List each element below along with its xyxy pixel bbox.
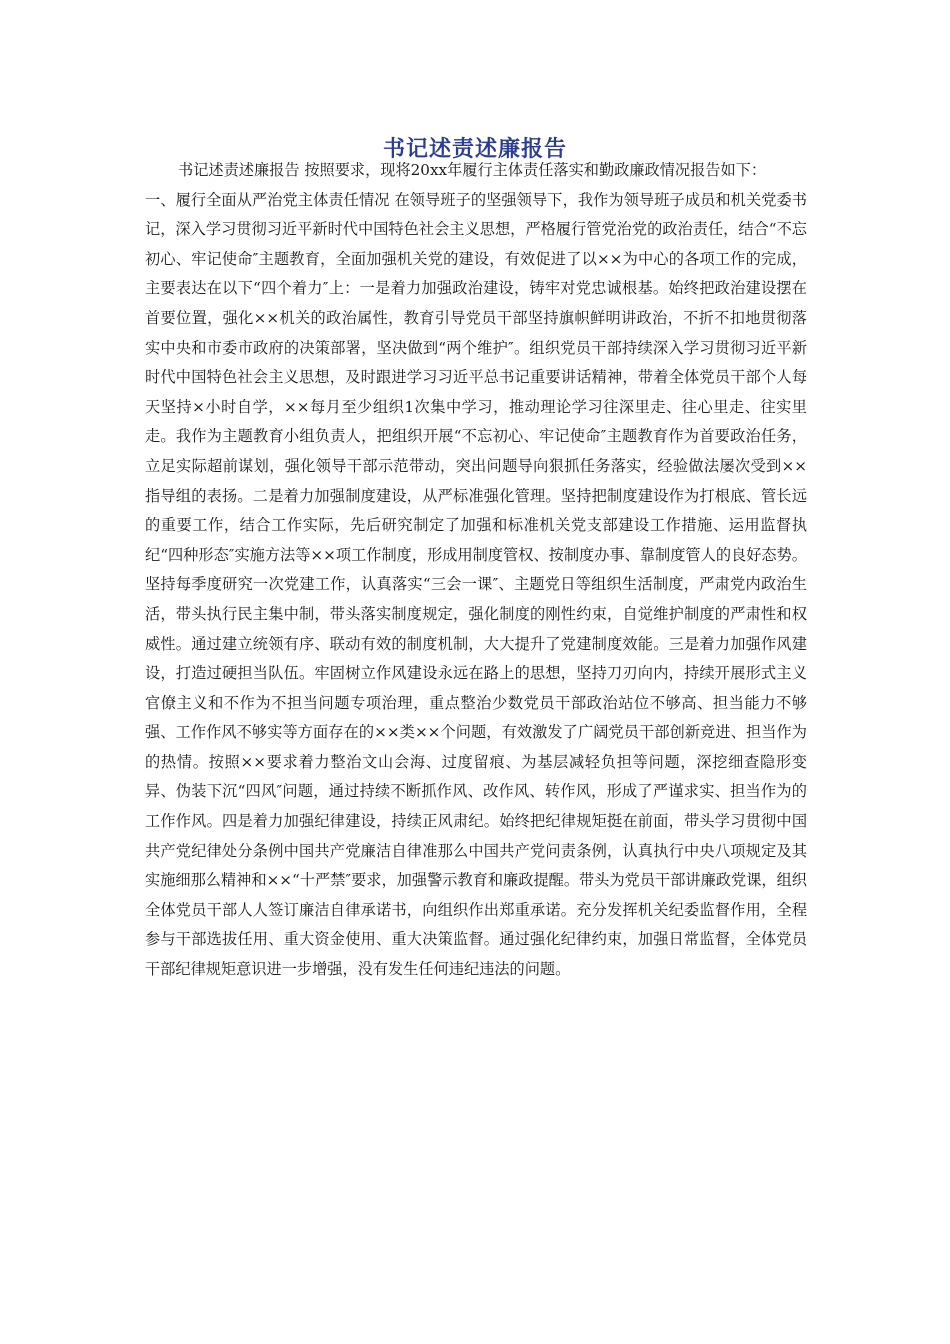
document-body: [145, 156, 807, 985]
document-title: 书记述责述廉报告: [382, 137, 567, 162]
intro-paragraph: 书记述责述廉报告 按照要求，现将20xx年履行主体责任落实和勤政廉政情况报告如下：: [178, 161, 767, 179]
section-one-paragraph: 一、履行全面从严治党主体责任情况 在领导班子的坚强领导下，我作为领导班子成员和机关党委书记，深入学习贯彻习近平新时代中国特色社会主义思想，严格履行管党治党的政治责任，结合“不忘初心、牢记使命″主题教育，全面加强机关党的建设，有效促进了以××为中心的各项工作的完成，主要表达在以下“四个着力″上：一是着力加强政治建设，铸牢对党忠诚根基。始终把政治建设摆在首要位置，强化××机关的政治属性，教育引导党员干部坚持旗帜鲜明讲政治，不折不扣地贯彻落实中央和市委市政府的决策部署，坚决做到“两个维护″。组织党员干部持续深入学习贯彻习近平新时代中国特色社会主义思想，及时跟进学习习近平总书记重要讲话精神，带着全体党员干部个人每天坚持×小时自学，××每月至少组织1次集中学习，推动理论学习往深里走、往心里走、往实里走。我作为主题教育小组负责人，把组织开展“不忘初心、牢记使命″主题教育作为首要政治任务，立足实际超前谋划，强化领导干部示范带动，突出问题导向狠抓任务落实，经验做法屡次受到××指导组的表扬。二是着力加强制度建设，从严标准强化管理。坚持把制度建设作为打根底、管长远的重要工作，结合工作实际，先后研究制定了加强和标准机关党支部建设工作措施、运用监督执纪“四种形态″实施方法等××项工作制度，形成用制度管权、按制度办事、靠制度管人的良好态势。坚持每季度研究一次党建工作，认真落实“三会一课″、主题党日等组织生活制度，严肃党内政治生活，带头执行民主集中制，带头落实制度规定，强化制度的刚性约束，自觉维护制度的严肃性和权威性。通过建立统领有序、联动有效的制度机制，大大提升了党建制度效能。三是着力加强作风建设，打造过硬担当队伍。牢固树立作风建设永远在路上的思想，坚持刀刃向内，持续开展形式主义官僚主义和不作为不担当问题专项治理，重点整治少数党员干部政治站位不够高、担当能力不够强、工作作风不够实等方面存在的××类××个问题，有效激发了广阔党员干部创新竞进、担当作为的热情。按照××要求着力整治文山会海、过度留痕、为基层减轻负担等问题，深挖细查隐形变异、伪装下沉“四风″问题，通过持续不断抓作风、改作风、转作风，形成了严谨求实、担当作为的工作作风。四是着力加强纪律建设，持续正风肃纪。始终把纪律规矩挺在前面，带头学习贯彻中国共产党纪律处分条例中国共产党廉洁自律准那么中国共产党问责条例，认真执行中央八项规定及其实施细那么精神和××“十严禁″要求，加强警示教育和廉政提醒。带头为党员干部讲廉政党课，组织全体党员干部人人签订廉洁自律承诺书，向组织作出郑重承诺。充分发挥机关纪委监督作用，全程参与干部选拔任用、重大资金使用、重大决策监督。通过强化纪律约束，加强日常监督，全体党员干部纪律规矩意识进一步增强，没有发生任何违纪违法的问题。: [145, 190, 807, 979]
